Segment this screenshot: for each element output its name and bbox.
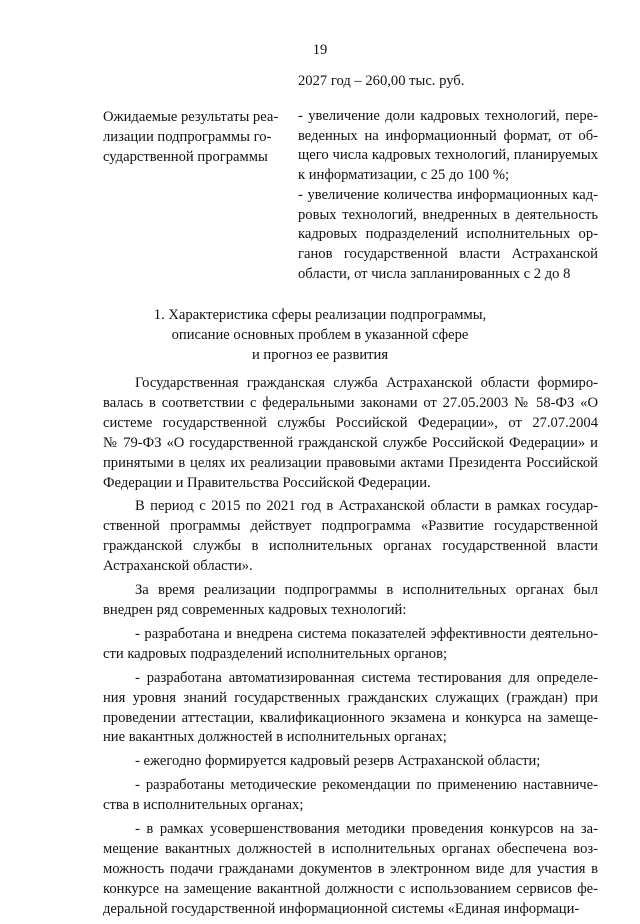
paragraph-line: - разработаны методические рекомендации по применению наставниче- bbox=[135, 777, 598, 794]
paragraph bbox=[103, 776, 598, 816]
paragraph-line: конкурсе на замещение вакантной должности с использованием сервисов фе- bbox=[103, 880, 598, 897]
paragraph-line: ние вакантных должностей в исполнительных органах; bbox=[103, 729, 447, 746]
page-number: 19 bbox=[312, 42, 328, 58]
heading-line: описание основных проблем в указанной сфере bbox=[171, 327, 469, 343]
paragraph-line: В период с 2015 по 2021 год в Астраханской области в рамках государ- bbox=[135, 498, 598, 515]
paragraph-line: Астраханской области». bbox=[103, 558, 253, 575]
paragraph-line: принятыми в целях их реализации правовыми актами Президента Российской bbox=[103, 454, 598, 471]
paragraph-line: ния уровня знаний государственных гражданских служащих (граждан) при bbox=[103, 689, 598, 706]
value-line: - увеличение количества информационных кад- bbox=[298, 186, 598, 203]
paragraph-line: № 79-ФЗ «О государственной гражданской службе Российской Федерации» и bbox=[103, 434, 598, 451]
paragraph bbox=[103, 374, 598, 493]
expected-results-value bbox=[298, 107, 598, 284]
value-line: - увеличение доли кадровых технологий, пере- bbox=[298, 108, 598, 124]
paragraph-line: можность подачи гражданами документов в электронном виде для участия в bbox=[103, 860, 598, 877]
paragraph bbox=[103, 752, 598, 772]
paragraph-line: системе государственной службы Российской Федерации», от 27.07.2004 bbox=[103, 414, 598, 431]
paragraph-line: проведении аттестации, квалификационного экзамена и конкурса на замеще- bbox=[103, 709, 598, 726]
paragraph-line: ственной программы действует подпрограмма «Развитие государственной bbox=[103, 518, 598, 535]
paragraph-line: - ежегодно формируется кадровый резерв Астраханской области; bbox=[135, 753, 541, 770]
paragraph bbox=[103, 669, 598, 749]
paragraph-line: гражданской службы в исполнительных органах государственной власти bbox=[103, 538, 598, 555]
paragraph-line: деральной государственной информационной системы «Единая информаци- bbox=[103, 900, 580, 917]
value-line: кадровых подразделений исполнительных ор- bbox=[298, 226, 598, 243]
heading-line: 1. Характеристика сферы реализации подпрограммы, bbox=[153, 307, 487, 323]
paragraph-line: За время реализации подпрограммы в исполнительных органах был bbox=[135, 582, 598, 599]
value-line: области, от числа запланированных с 2 до 8 bbox=[298, 265, 571, 282]
paragraph-line: - разработана автоматизированная система тестирования для определе- bbox=[135, 669, 598, 686]
paragraph-line: - разработана и внедрена система показателей эффективности деятельно- bbox=[135, 625, 598, 642]
paragraph bbox=[103, 625, 598, 665]
paragraph bbox=[103, 497, 598, 577]
paragraph-line: валась в соответствии с федеральными законами от 27.05.2003 № 58-ФЗ «О bbox=[103, 394, 598, 411]
value-line: ровых технологий, внедренных в деятельность bbox=[298, 206, 598, 223]
paragraph-line: - в рамках усовершенствования методики проведения конкурсов на за- bbox=[135, 821, 598, 838]
label-line: Ожидаемые результаты реа- bbox=[103, 109, 279, 125]
section-heading bbox=[0, 305, 640, 365]
heading-line: и прогноз ее развития bbox=[251, 347, 389, 363]
expected-results-label bbox=[103, 107, 289, 167]
value-line: щего числа кадровых технологий, планируемых bbox=[298, 147, 598, 164]
value-line: веденных на информационный формат, от об- bbox=[298, 127, 598, 144]
paragraph-line: ства в исполнительных органах; bbox=[103, 797, 304, 814]
paragraph bbox=[103, 581, 598, 621]
value-line: к информатизации, с 25 до 100 %; bbox=[298, 167, 510, 184]
budget-line: 2027 год – 260,00 тыс. руб. bbox=[298, 73, 465, 89]
label-line: сударственной программы bbox=[103, 149, 268, 165]
paragraph-line: Государственная гражданская служба Астраханской области формиро- bbox=[135, 375, 598, 391]
paragraph-line: Федерации и Правительства Российской Федерации. bbox=[103, 474, 431, 491]
paragraph-line: сти кадровых подразделений исполнительных органов; bbox=[103, 645, 448, 662]
body-text bbox=[103, 374, 598, 924]
value-line: ганов государственной власти Астраханской bbox=[298, 245, 598, 262]
paragraph-line: мещение вакантных должностей в исполнительных органах обеспечена воз- bbox=[103, 840, 598, 857]
label-line: лизации подпрограммы го- bbox=[103, 129, 272, 145]
paragraph-line: внедрен ряд современных кадровых технологий: bbox=[103, 601, 407, 618]
